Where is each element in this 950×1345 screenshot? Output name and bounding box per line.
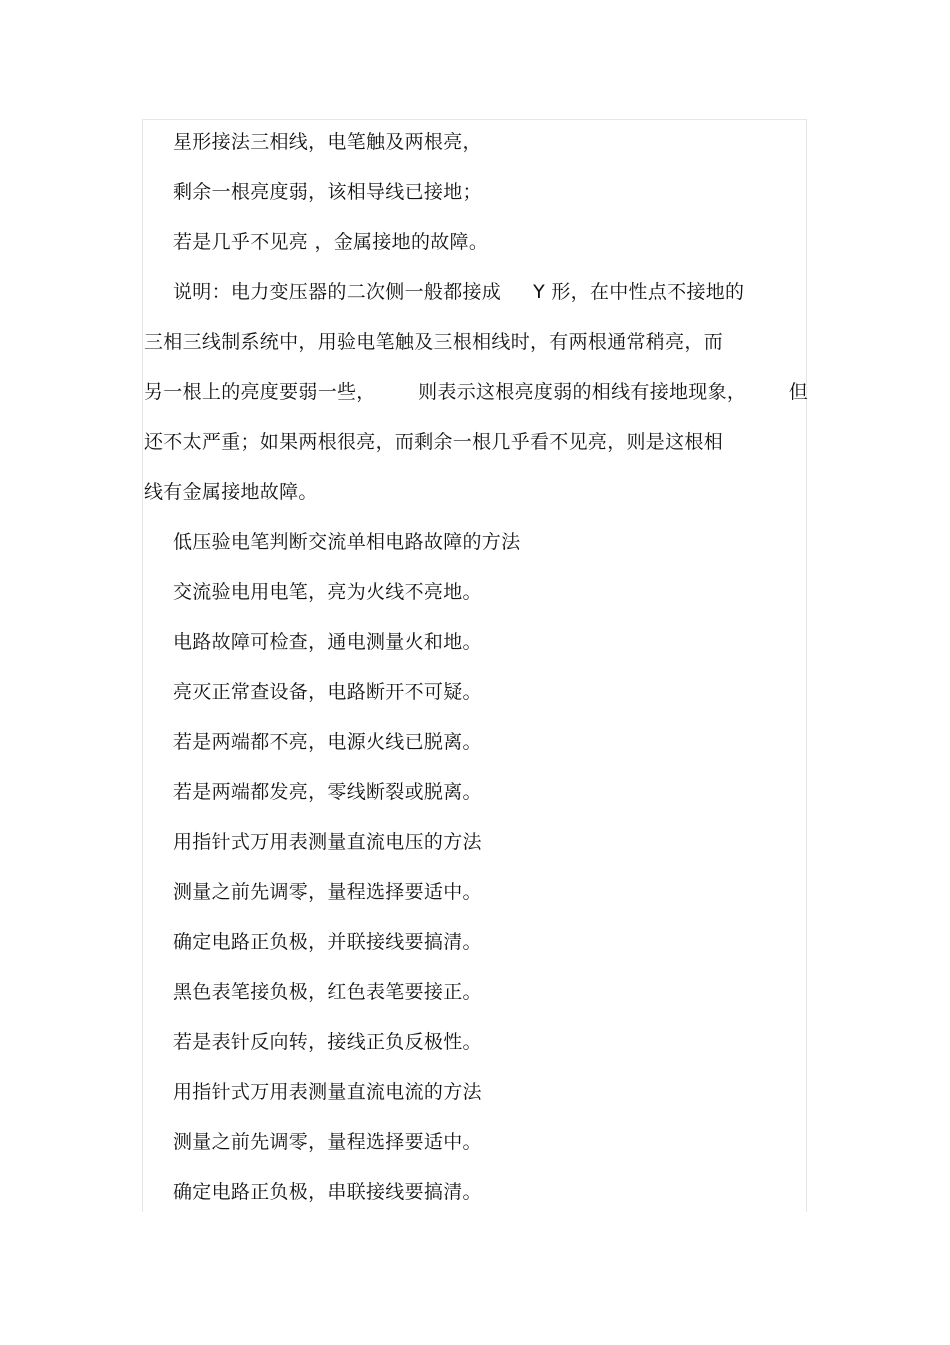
paragraph: 若是两端都发亮，零线断裂或脱离。 [173, 781, 482, 803]
paragraph: 剩余一根亮度弱，该相导线已接地； [173, 181, 482, 203]
paragraph: 交流验电用电笔，亮为火线不亮地。 [173, 581, 482, 603]
text-segment: 说明：电力变压器的二次侧一般都接成 [173, 281, 502, 303]
section-heading: 用指针式万用表测量直流电流的方法 [173, 1081, 482, 1103]
text-segment: 则表示这根亮度弱的相线有接地现象， [418, 381, 747, 403]
paragraph: 若是两端都不亮，电源火线已脱离。 [173, 731, 482, 753]
paragraph: 黑色表笔接负极，红色表笔要接正。 [173, 981, 482, 1003]
text-segment: 但 [788, 381, 808, 403]
paragraph: 若是表针反向转，接线正负反极性。 [173, 1031, 482, 1053]
paragraph: 确定电路正负极，串联接线要搞清。 [173, 1181, 482, 1203]
paragraph: 确定电路正负极，并联接线要搞清。 [173, 931, 482, 953]
paragraph: 星形接法三相线，电笔触及两根亮， [173, 131, 482, 153]
document-body [144, 124, 808, 1224]
paragraph: 线有金属接地故障。 [144, 481, 318, 503]
paragraph: 若是几乎不见亮 ，金属接地的故障。 [173, 231, 489, 253]
text-segment: 另一根上的亮度要弱一些， [144, 381, 376, 403]
paragraph: 还不太严重；如果两根很亮，而剩余一根几乎看不见亮，则是这根相 [144, 431, 724, 453]
section-heading: 低压验电笔判断交流单相电路故障的方法 [173, 531, 521, 553]
paragraph: 测量之前先调零，量程选择要适中。 [173, 881, 482, 903]
paragraph [144, 274, 808, 324]
paragraph: 亮灭正常查设备，电路断开不可疑。 [173, 681, 482, 703]
section-heading: 用指针式万用表测量直流电压的方法 [173, 831, 482, 853]
text-segment: Y 形，在中性点不接地的 [533, 281, 745, 303]
paragraph [144, 374, 808, 424]
paragraph: 三相三线制系统中，用验电笔触及三根相线时，有两根通常稍亮，而 [144, 331, 724, 353]
paragraph: 电路故障可检查，通电测量火和地。 [173, 631, 482, 653]
paragraph: 测量之前先调零，量程选择要适中。 [173, 1131, 482, 1153]
